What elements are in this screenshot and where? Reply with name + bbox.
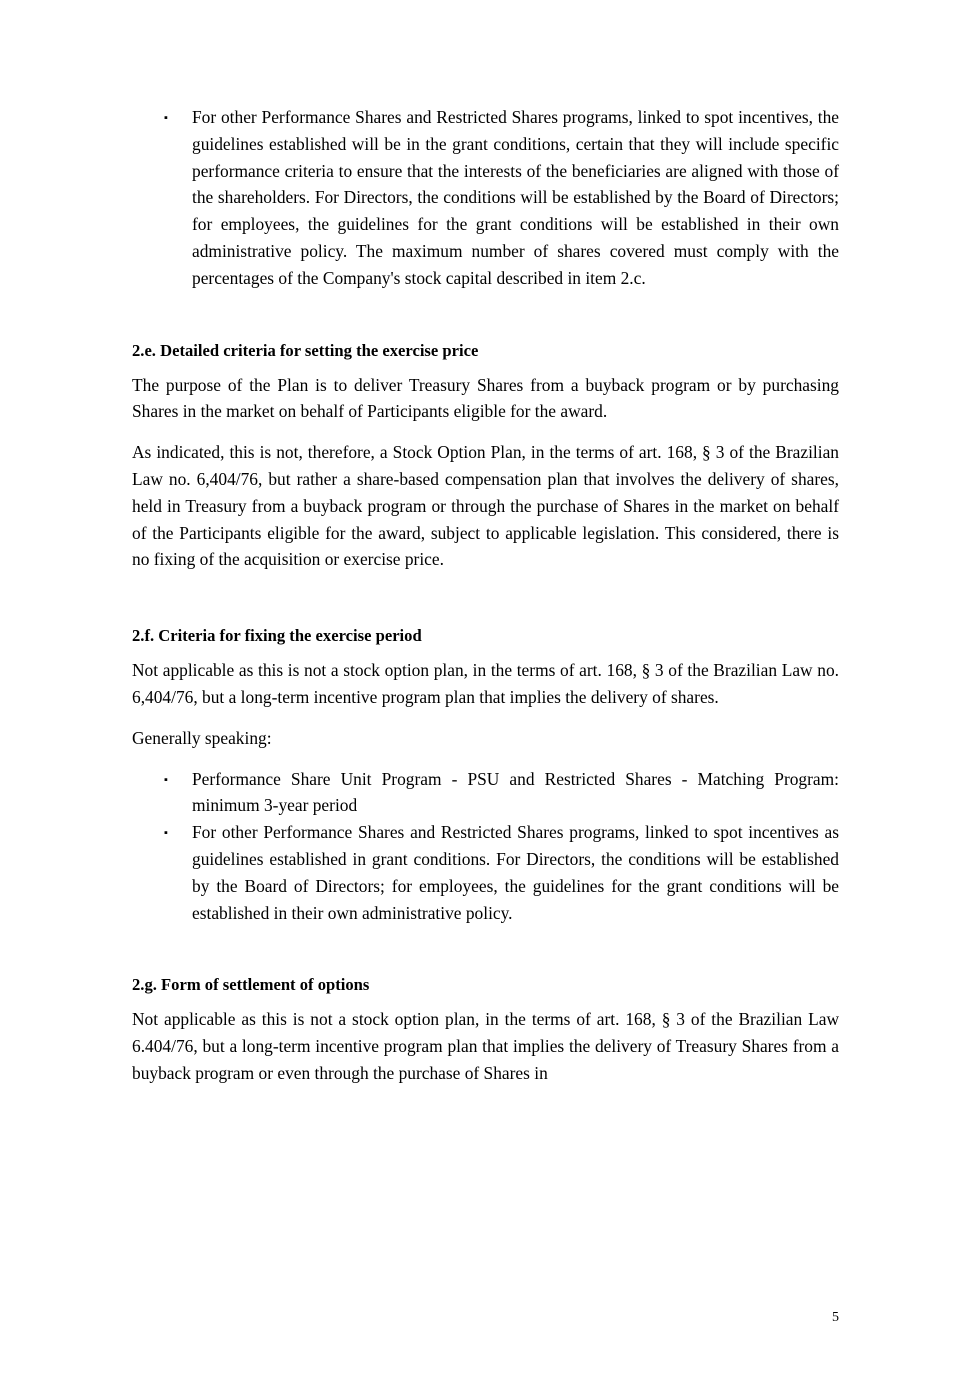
paragraph-2e-2: As indicated, this is not, therefore, a Stock Option Plan, in the terms of art. 168, § 3 of the Brazilian Law no. 6,404/76, but rather a share-based compensation plan that involves the delivery of shares, held in Treasury from a buyback program or through the purchase of Shares in the market on behalf of the Participants eligible for the award, subject to applicable legislation. This considered, there is no fixing of the acquisition or exercise price.	[132, 442, 839, 570]
list-item	[132, 766, 839, 820]
bullet-marker-icon: ▪	[164, 112, 168, 124]
bullet-marker-icon: ▪	[164, 773, 168, 786]
spacer	[132, 926, 839, 972]
spacer	[132, 292, 839, 338]
heading-2g: 2.g. Form of settlement of options	[132, 975, 370, 995]
list-item-text: Performance Share Unit Program - PSU and Restricted Shares - Matching Program: minimum 3-year period	[192, 768, 839, 816]
paragraph-2g-1: Not applicable as this is not a stock option plan, in the terms of art. 168, § 3 of the Brazilian Law 6.404/76, but a long-term incentive program plan that implies the delivery of Treasury Shares from a buyback program or even through the purchase of Shares in	[132, 1009, 839, 1083]
paragraph-2f-1: Not applicable as this is not a stock option plan, in the terms of art. 168, § 3 of the Brazilian Law no. 6,404/76, but a long-term incentive program plan that implies the delivery of shares.	[132, 660, 839, 707]
spacer	[132, 715, 839, 725]
list-item-text: For other Performance Shares and Restricted Shares programs, linked to spot incentives, the guidelines established will be in the grant conditions, certain that they will include specific performance criteria to ensure that the interests of the beneficiaries are aligned with those of the shareholders. For Directors, the conditions will be established by the Board of Directors; for employees, the guidelines for the grant conditions will be established in their own administrative policy. The maximum number of shares covered must comply with the percentages of the Company's stock capital described in item 2.c.	[192, 107, 839, 288]
bullet-list-first	[132, 104, 839, 292]
heading-2f: 2.f. Criteria for fixing the exercise period	[132, 626, 422, 646]
list-item	[132, 819, 839, 926]
bullet-list-second	[132, 766, 839, 927]
spacer	[132, 429, 839, 439]
paragraph-2f-2: Generally speaking:	[132, 727, 272, 748]
paragraph-2e-1: The purpose of the Plan is to deliver Treasury Shares from a buyback program or by purchasing Shares in the market on behalf of Participants eligible for the award.	[132, 374, 839, 422]
bullet-marker-icon: ▪	[164, 827, 168, 840]
page-content	[132, 104, 839, 1087]
spacer	[132, 577, 839, 623]
list-item	[132, 104, 839, 292]
spacer	[132, 756, 839, 766]
heading-2e: 2.e. Detailed criteria for setting the exercise price	[132, 340, 479, 360]
page-number: 5	[832, 1310, 839, 1325]
list-item-text: For other Performance Shares and Restricted Shares programs, linked to spot incentives as guidelines established in grant conditions. For Directors, the conditions will be established by the Board of Directors; for employees, the guidelines for the grant conditions will be established in their own administrative policy.	[192, 822, 839, 923]
